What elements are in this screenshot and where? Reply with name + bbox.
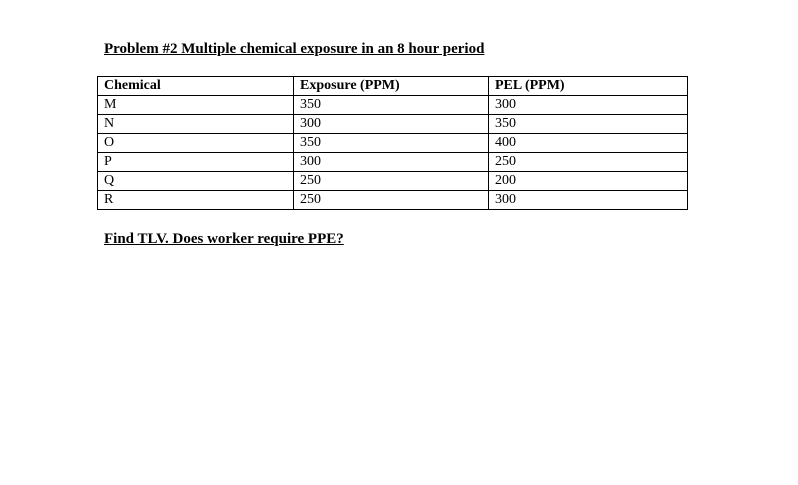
header-chemical: Chemical bbox=[98, 77, 294, 96]
table-header-row bbox=[98, 77, 688, 96]
pel-cell: 250 bbox=[489, 153, 688, 172]
pel-cell: 200 bbox=[489, 172, 688, 191]
exposure-cell: 250 bbox=[294, 172, 489, 191]
question-text: Find TLV. Does worker require PPE? bbox=[104, 231, 344, 247]
table-row bbox=[98, 115, 688, 134]
exposure-cell: 250 bbox=[294, 191, 489, 210]
chemical-cell: O bbox=[98, 134, 294, 153]
header-pel: PEL (PPM) bbox=[489, 77, 688, 96]
chemical-cell: N bbox=[98, 115, 294, 134]
table-row bbox=[98, 134, 688, 153]
pel-cell: 400 bbox=[489, 134, 688, 153]
exposure-cell: 350 bbox=[294, 134, 489, 153]
table-row bbox=[98, 172, 688, 191]
chemical-cell: R bbox=[98, 191, 294, 210]
pel-cell: 300 bbox=[489, 191, 688, 210]
chemical-exposure-table bbox=[97, 76, 688, 210]
problem-heading: Problem #2 Multiple chemical exposure in an 8 hour period bbox=[104, 41, 485, 57]
pel-cell: 300 bbox=[489, 96, 688, 115]
header-exposure: Exposure (PPM) bbox=[294, 77, 489, 96]
exposure-cell: 350 bbox=[294, 96, 489, 115]
table-row bbox=[98, 153, 688, 172]
table-row bbox=[98, 96, 688, 115]
exposure-cell: 300 bbox=[294, 153, 489, 172]
chemical-cell: Q bbox=[98, 172, 294, 191]
table-row bbox=[98, 191, 688, 210]
chemical-cell: P bbox=[98, 153, 294, 172]
exposure-cell: 300 bbox=[294, 115, 489, 134]
pel-cell: 350 bbox=[489, 115, 688, 134]
chemical-cell: M bbox=[98, 96, 294, 115]
